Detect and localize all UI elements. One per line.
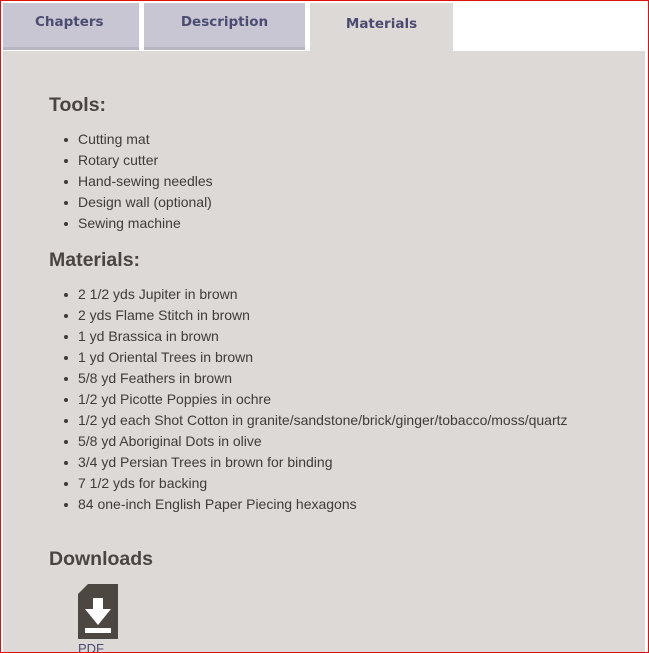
list-item: Sewing machine <box>51 213 213 234</box>
tools-list <box>51 129 213 234</box>
list-item: 5/8 yd Aboriginal Dots in olive <box>51 431 568 452</box>
tools-heading: Tools: <box>49 94 107 116</box>
materials-heading: Materials: <box>49 249 141 271</box>
list-item: Rotary cutter <box>51 150 213 171</box>
materials-list <box>51 284 568 515</box>
list-item: 1 yd Oriental Trees in brown <box>51 347 568 368</box>
list-item: 1 yd Brassica in brown <box>51 326 568 347</box>
tab-description[interactable]: Description <box>144 3 305 50</box>
pdf-download-link[interactable]: PDF <box>78 641 104 653</box>
download-document-icon[interactable] <box>78 584 118 639</box>
list-item: 3/4 yd Persian Trees in brown for binding <box>51 452 568 473</box>
list-item: 1/2 yd each Shot Cotton in granite/sandstone/brick/ginger/tobacco/moss/quartz <box>51 410 568 431</box>
tab-chapters[interactable]: Chapters <box>3 3 139 50</box>
tab-bar <box>1 1 648 49</box>
list-item: 5/8 yd Feathers in brown <box>51 368 568 389</box>
materials-panel <box>3 51 645 653</box>
list-item: Cutting mat <box>51 129 213 150</box>
list-item: Hand-sewing needles <box>51 171 213 192</box>
list-item: 2 1/2 yds Jupiter in brown <box>51 284 568 305</box>
list-item: Design wall (optional) <box>51 192 213 213</box>
list-item: 84 one-inch English Paper Piecing hexagons <box>51 494 568 515</box>
list-item: 7 1/2 yds for backing <box>51 473 568 494</box>
list-item: 1/2 yd Picotte Poppies in ochre <box>51 389 568 410</box>
tab-materials[interactable]: Materials <box>310 3 453 51</box>
download-arrow-icon <box>78 584 118 639</box>
downloads-heading: Downloads <box>49 548 154 570</box>
list-item: 2 yds Flame Stitch in brown <box>51 305 568 326</box>
